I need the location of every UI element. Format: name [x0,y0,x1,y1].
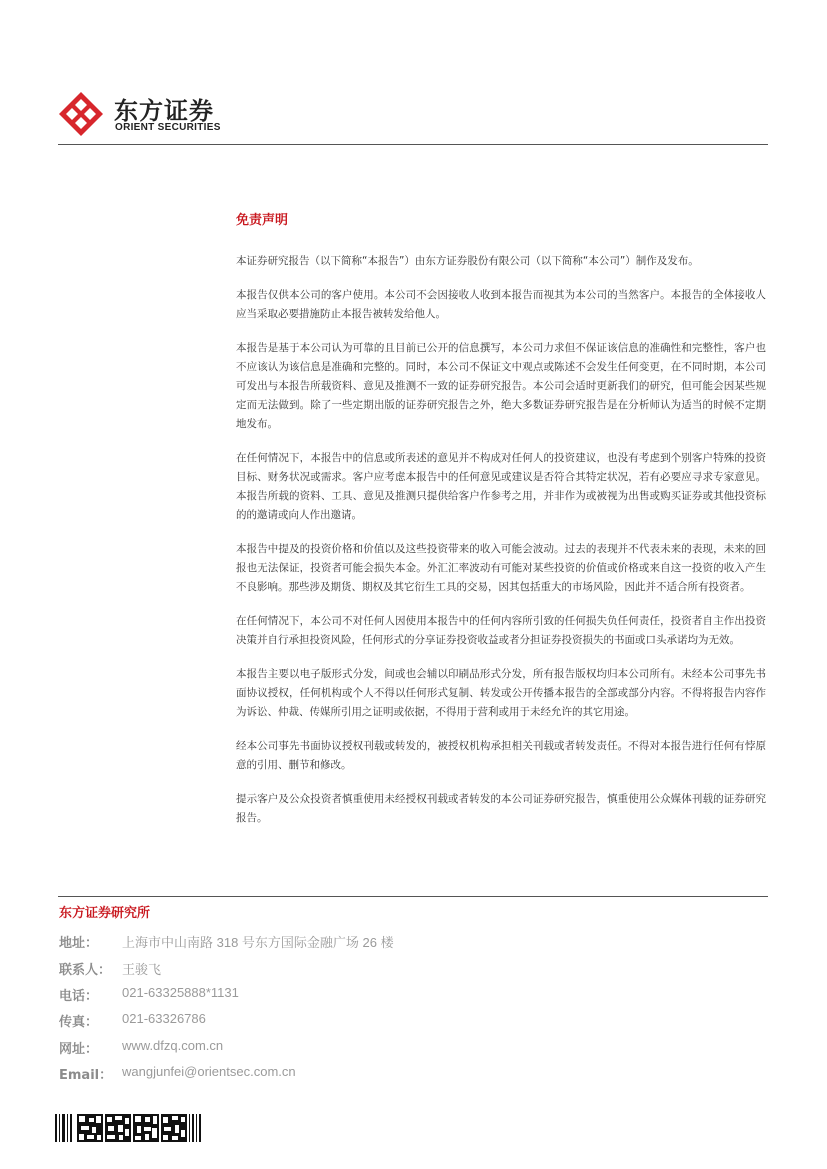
fax-value: 021-63326786 [122,1011,206,1026]
contact-label: 电话： [59,989,99,1004]
contact-label: 传真： [59,1015,99,1030]
disclaimer-paragraph: 在任何情况下，本公司不对任何人因使用本报告中的任何内容所引致的任何损失负任何责任，投资者自主作出投资决策并自行承担投资风险，任何形式的分享证券投资收益或者分担证券投资损失的书面或口头承诺均为无效。 [236,615,766,646]
disclaimer-paragraph: 本报告是基于本公司认为可靠的且目前已公开的信息撰写，本公司力求但不保证该信息的准确性和完整性，客户也不应该认为该信息是准确和完整的。同时，本公司不保证文中观点或陈述不会发生任何变更，在不同时期，本公司可发出与本报告所载资料、意见及推测不一致的证券研究报告。本公司会适时更新我们的研究，但可能会因某些规定而无法做到。除了一些定期出版的证券研究报告之外，绝大多数证券研究报告是在分析师认为适当的时候不定期地发布。 [236,342,766,430]
phone-value: 021-63325888*1131 [122,985,239,1000]
disclaimer-paragraph: 本报告主要以电子版形式分发，间或也会辅以印刷品形式分发，所有报告版权均归本公司所有。未经本公司事先书面协议授权，任何机构或个人不得以任何形式复制、转发或公开传播本报告的全部或部分内容。不得将报告内容作为诉讼、仲裁、传媒所引用之证明或依据，不得用于营利或用于未经允许的其它用途。 [236,668,766,718]
header-divider [58,144,768,145]
company-logo [57,90,237,138]
contact-label: 网址： [59,1042,99,1057]
disclaimer-title: 免责声明 [236,213,289,228]
footer-divider [58,896,768,897]
contact-person-value: 王骏飞 [122,962,162,977]
institute-name: 东方证券研究所 [59,906,151,921]
disclaimer-paragraph: 经本公司事先书面协议授权刊载或转发的，被授权机构承担相关刊载或者转发责任。不得对本报告进行任何有悖原意的引用、删节和修改。 [236,740,766,771]
logo-chinese-name: 东方证券 [114,97,214,125]
disclaimer-paragraph: 本报告仅供本公司的客户使用。本公司不会因接收人收到本报告而视其为本公司的当然客户。本报告的全体接收人应当采取必要措施防止本报告被转发给他人。 [236,289,766,320]
disclaimer-body [236,252,766,843]
disclaimer-paragraph: 在任何情况下，本报告中的信息或所表述的意见并不构成对任何人的投资建议，也没有考虑到个别客户特殊的投资目标、财务状况或需求。客户应考虑本报告中的任何意见或建议是否符合其特定状况，若有必要应寻求专家意见。本报告所载的资料、工具、意见及推测只提供给客户作参考之用，并非作为或被视为出售或购买证券或其他投资标的的邀请或向人作出邀请。 [236,452,766,521]
contact-label: 联系人： [59,963,112,978]
disclaimer-paragraph: 提示客户及公众投资者慎重使用未经授权刊载或者转发的本公司证券研究报告，慎重使用公众媒体刊载的证券研究报告。 [236,793,766,824]
contact-label: 地址： [59,936,99,951]
disclaimer-paragraph: 本报告中提及的投资价格和价值以及这些投资带来的收入可能会波动。过去的表现并不代表未来的表现，未来的回报也无法保证，投资者可能会损失本金。外汇汇率波动有可能对某些投资的价值或价格或来自这一投资的收入产生不良影响。那些涉及期货、期权及其它衍生工具的交易，因其包括重大的市场风险，因此并不适合所有投资者。 [236,543,766,593]
orient-logo-mark-icon [57,90,105,138]
barcode-icon [55,1114,201,1142]
address-value: 上海市中山南路 318 号东方国际金融广场 26 楼 [122,935,394,950]
contact-label: Email： [59,1068,113,1083]
website-link[interactable]: www.dfzq.com.cn [122,1038,224,1053]
disclaimer-paragraph: 本证券研究报告（以下简称“本报告”）由东方证券股份有限公司（以下简称“本公司”）制作及发布。 [236,255,699,267]
email-link[interactable]: wangjunfei@orientsec.com.cn [122,1064,296,1079]
logo-english-name: ORIENT SECURITIES [115,122,221,133]
